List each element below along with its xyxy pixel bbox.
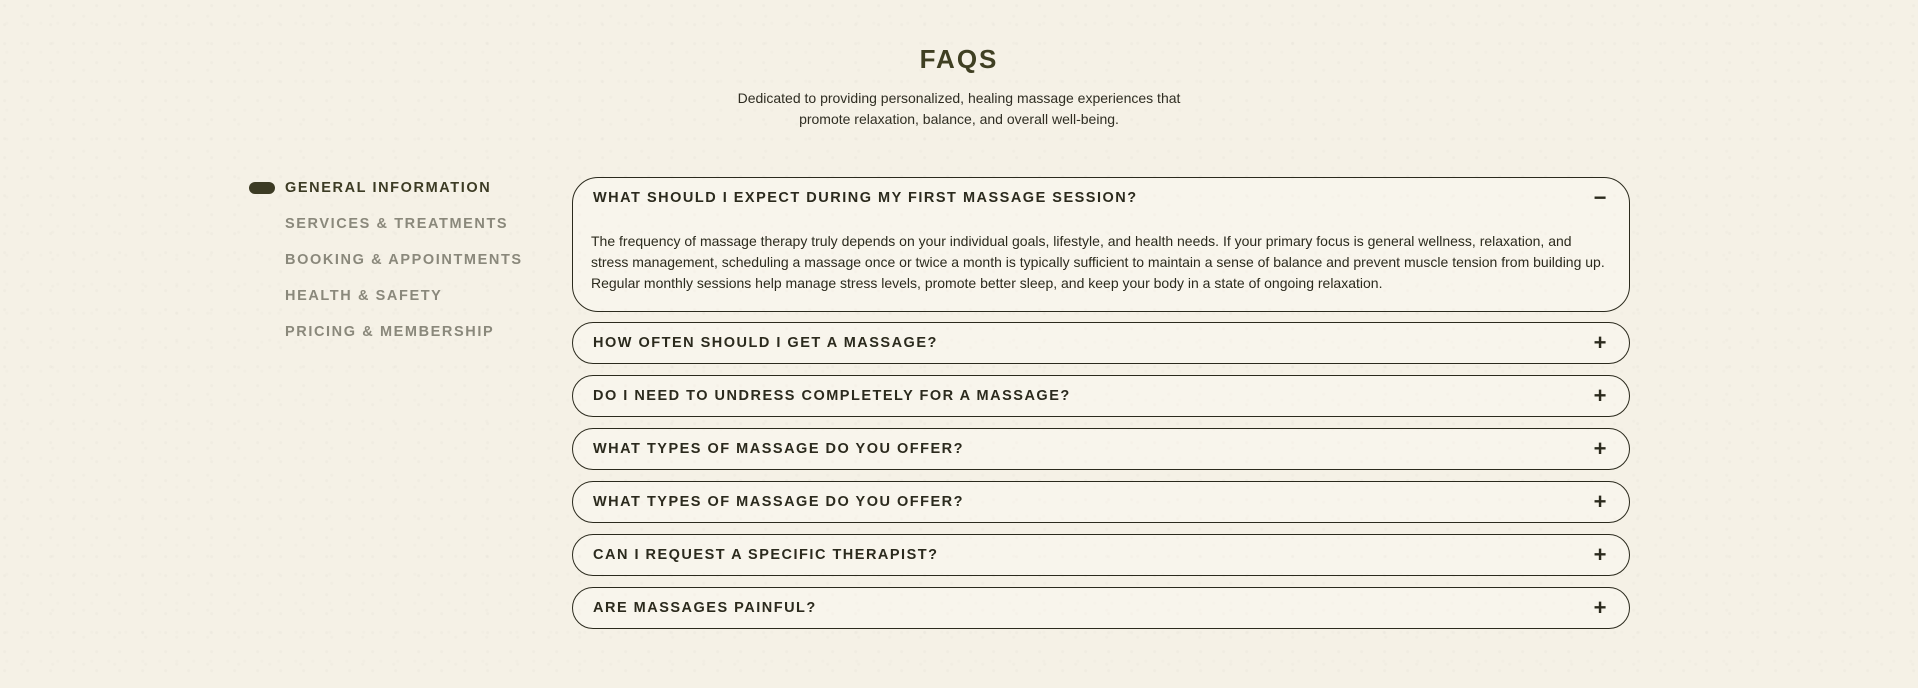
- faq-item-types-1: [572, 428, 1630, 470]
- faq-question: DO I NEED TO UNDRESS COMPLETELY FOR A MASSAGE?: [593, 388, 1071, 404]
- plus-icon[interactable]: +: [1593, 542, 1607, 567]
- sidebar-item-label: GENERAL INFORMATION: [285, 180, 492, 196]
- sidebar-item-pricing-membership[interactable]: [248, 314, 538, 350]
- faq-item-painful: [572, 587, 1630, 629]
- sidebar-item-services-treatments[interactable]: [248, 206, 538, 242]
- faq-item-first-session: [572, 177, 1630, 312]
- faq-accordion: [572, 177, 1630, 640]
- sidebar-item-booking-appointments[interactable]: [248, 242, 538, 278]
- faq-question: WHAT TYPES OF MASSAGE DO YOU OFFER?: [593, 441, 964, 457]
- faq-question-toggle[interactable]: [573, 323, 1629, 363]
- faq-item-frequency: [572, 322, 1630, 364]
- faq-question-toggle[interactable]: [573, 376, 1629, 416]
- sidebar-item-label: SERVICES & TREATMENTS: [285, 216, 509, 232]
- faq-question: WHAT SHOULD I EXPECT DURING MY FIRST MASSAGE SESSION?: [593, 189, 1138, 206]
- faq-question: WHAT TYPES OF MASSAGE DO YOU OFFER?: [593, 494, 964, 510]
- sidebar-item-general-information[interactable]: [248, 170, 538, 206]
- faq-item-therapist: [572, 534, 1630, 576]
- sidebar-item-label: BOOKING & APPOINTMENTS: [285, 252, 523, 268]
- faq-question-toggle[interactable]: [573, 178, 1629, 217]
- faq-header: [0, 44, 1918, 130]
- active-indicator: [249, 182, 275, 194]
- minus-icon[interactable]: −: [1593, 184, 1607, 210]
- sidebar-item-health-safety[interactable]: [248, 278, 538, 314]
- sidebar-item-label: HEALTH & SAFETY: [285, 288, 443, 304]
- page-title: FAQS: [919, 44, 999, 74]
- plus-icon[interactable]: +: [1593, 436, 1607, 461]
- faq-question: CAN I REQUEST A SPECIFIC THERAPIST?: [593, 547, 939, 563]
- faq-question: ARE MASSAGES PAINFUL?: [593, 600, 817, 616]
- faq-category-nav: [248, 170, 538, 350]
- faq-item-undress: [572, 375, 1630, 417]
- sidebar-item-label: PRICING & MEMBERSHIP: [285, 324, 495, 340]
- faq-item-types-2: [572, 481, 1630, 523]
- plus-icon[interactable]: +: [1593, 383, 1607, 408]
- faq-question: HOW OFTEN SHOULD I GET A MASSAGE?: [593, 335, 938, 351]
- page-subtitle: Dedicated to providing personalized, healing massage experiences that promote relaxation, balance, and overall well-being.: [737, 90, 1181, 127]
- plus-icon[interactable]: +: [1593, 489, 1607, 514]
- faq-question-toggle[interactable]: [573, 429, 1629, 469]
- faq-answer: The frequency of massage therapy truly depends on your individual goals, lifestyle, and health needs. If your primary focus is general wellness, relaxation, and stress management, scheduling a massage once or twice a month is typically sufficient to maintain a sense of balance and prevent muscle tension from building up. Regular monthly sessions help manage stress levels, promote better sleep, and keep your body in a state of ongoing relaxation.: [591, 233, 1605, 291]
- plus-icon[interactable]: +: [1593, 595, 1607, 620]
- faq-question-toggle[interactable]: [573, 482, 1629, 522]
- plus-icon[interactable]: +: [1593, 330, 1607, 355]
- faq-question-toggle[interactable]: [573, 588, 1629, 628]
- faq-question-toggle[interactable]: [573, 535, 1629, 575]
